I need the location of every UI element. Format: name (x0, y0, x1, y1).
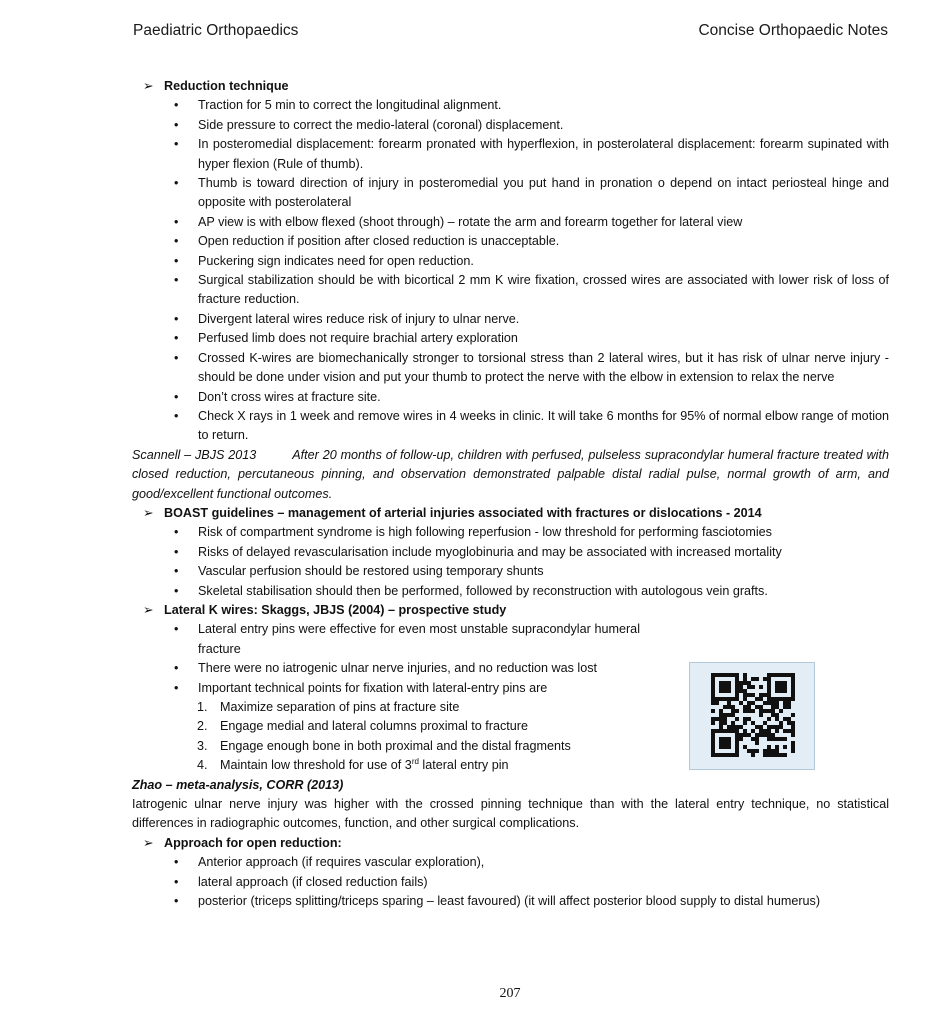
scannell-ref: Scannell – JBJS 2013 (132, 447, 257, 462)
list-item: • In posteromedial displacement: forearm pronated with hyperflexion, in posterolateral displacement: forearm supinated with hyper flexion (Rule of thumb). (132, 135, 889, 174)
heading-text: BOAST guidelines – management of arterial injuries associated with fractures or dislocations - 2014 (164, 505, 762, 520)
qr-code-icon (711, 673, 795, 757)
list-item: • Check X rays in 1 week and remove wires in 4 weeks in clinic. It will take 6 months for 95% of normal elbow range of motion to return. (132, 407, 889, 446)
numbered-item (132, 737, 640, 756)
list-item: • Lateral entry pins were effective for even most unstable supracondylar humeral fracture (132, 620, 640, 659)
list-item: • Divergent lateral wires reduce risk of injury to ulnar nerve. (132, 310, 889, 329)
item-text: Engage medial and lateral columns proximal to fracture (220, 719, 529, 734)
list-item: • Anterior approach (if requires vascular exploration), (132, 853, 889, 872)
heading-text: Lateral K wires: Skaggs, JBJS (2004) – prospective study (164, 602, 507, 617)
arrow-bullet-icon: ➢ (143, 79, 154, 93)
item-text-end: lateral entry pin (418, 758, 509, 773)
page-body (132, 77, 889, 911)
item-number: 2. (197, 719, 208, 734)
list-item: • Thumb is toward direction of injury in posteromedial you put hand in pronation o depend on intact periosteal hinge and opposite with posterolateral (132, 174, 889, 213)
item-text: Engage enough bone in both proximal and the distal fragments (220, 738, 571, 753)
list-item: • Perfused limb does not require brachial artery exploration (132, 329, 889, 348)
item-number: 4. (197, 758, 208, 773)
approach-list (132, 853, 889, 911)
scannell-text: After 20 months of follow-up, children with perfused, pulseless supracondylar humeral fracture treated with closed reduction, percutaneous pinning, and observation demonstrated palpable distal radial pulse, normal growth of arm, and good/excellent functional outcomes. (132, 447, 889, 501)
zhao-citation: Zhao – meta-analysis, CORR (2013) (132, 777, 344, 792)
numbered-item (132, 756, 640, 775)
list-item: • There were no iatrogenic ulnar nerve injuries, and no reduction was lost (132, 659, 640, 678)
list-item: • AP view is with elbow flexed (shoot through) – rotate the arm and forearm together for lateral view (132, 213, 889, 232)
page-number: 207 (499, 986, 521, 1001)
list-item: • Surgical stabilization should be with bicortical 2 mm K wire fixation, crossed wires are associated with lower risk of loss of fracture reduction. (132, 271, 889, 310)
list-item: • Skeletal stabilisation should then be performed, followed by reconstruction with autologous vein grafts. (132, 582, 889, 601)
list-item: • Open reduction if position after closed reduction is unacceptable. (132, 232, 889, 251)
zhao-text: Iatrogenic ulnar nerve injury was higher with the crossed pinning technique than with the lateral entry technique, no statistical differences in radiographic outcomes, function, and other surgical complications. (132, 797, 889, 831)
numbered-item (132, 717, 640, 736)
lateral-list (132, 620, 640, 698)
item-text: Maximize separation of pins at fracture site (220, 700, 460, 714)
ordinal-suffix: rd (411, 757, 419, 767)
list-item: • Puckering sign indicates need for open reduction. (132, 252, 889, 271)
list-item: • Side pressure to correct the medio-lateral (coronal) displacement. (132, 116, 889, 135)
running-header-right: Concise Orthopaedic Notes (698, 22, 888, 39)
list-item: • lateral approach (if closed reduction fails) (132, 873, 889, 892)
list-item: • Risks of delayed revascularisation include myoglobinuria and may be associated with increased mortality (132, 543, 889, 562)
section-heading-lateral-k-wires (132, 601, 889, 620)
list-item: • Traction for 5 min to correct the longitudinal alignment. (132, 96, 889, 115)
heading-text: Approach for open reduction: (164, 835, 342, 850)
arrow-bullet-icon: ➢ (143, 602, 154, 617)
list-item: • Risk of compartment syndrome is high following reperfusion - low threshold for performing fasciotomies (132, 523, 889, 542)
item-number: 3. (197, 738, 208, 753)
item-number: 1. (197, 700, 208, 714)
arrow-bullet-icon: ➢ (143, 505, 154, 520)
running-header-left: Paediatric Orthopaedics (133, 22, 299, 39)
arrow-bullet-icon: ➢ (143, 835, 154, 850)
section-heading-approach (132, 834, 889, 853)
section-heading-reduction (132, 77, 889, 96)
section-heading-boast (132, 504, 889, 523)
item-text: Maintain low threshold for use of 3 (220, 758, 412, 773)
technical-points-list (132, 698, 640, 776)
list-item: • Important technical points for fixation with lateral-entry pins are (132, 679, 640, 698)
reduction-list (132, 96, 889, 445)
scannell-citation (132, 446, 889, 504)
boast-list (132, 523, 889, 601)
qr-code-panel[interactable] (689, 662, 815, 770)
heading-text: Reduction technique (164, 79, 289, 93)
list-item: • posterior (triceps splitting/triceps sparing – least favoured) (it will affect posterior blood supply to distal humerus) (132, 892, 889, 911)
list-item: • Don’t cross wires at fracture site. (132, 388, 889, 407)
numbered-item (132, 698, 640, 717)
list-item: • Crossed K-wires are biomechanically stronger to torsional stress than 2 lateral wires, but it has risk of ulnar nerve injury - should be done under vision and put your thumb to protect the nerve with the elbow in extension to relax the nerve (132, 349, 889, 388)
list-item: • Vascular perfusion should be restored using temporary shunts (132, 562, 889, 581)
